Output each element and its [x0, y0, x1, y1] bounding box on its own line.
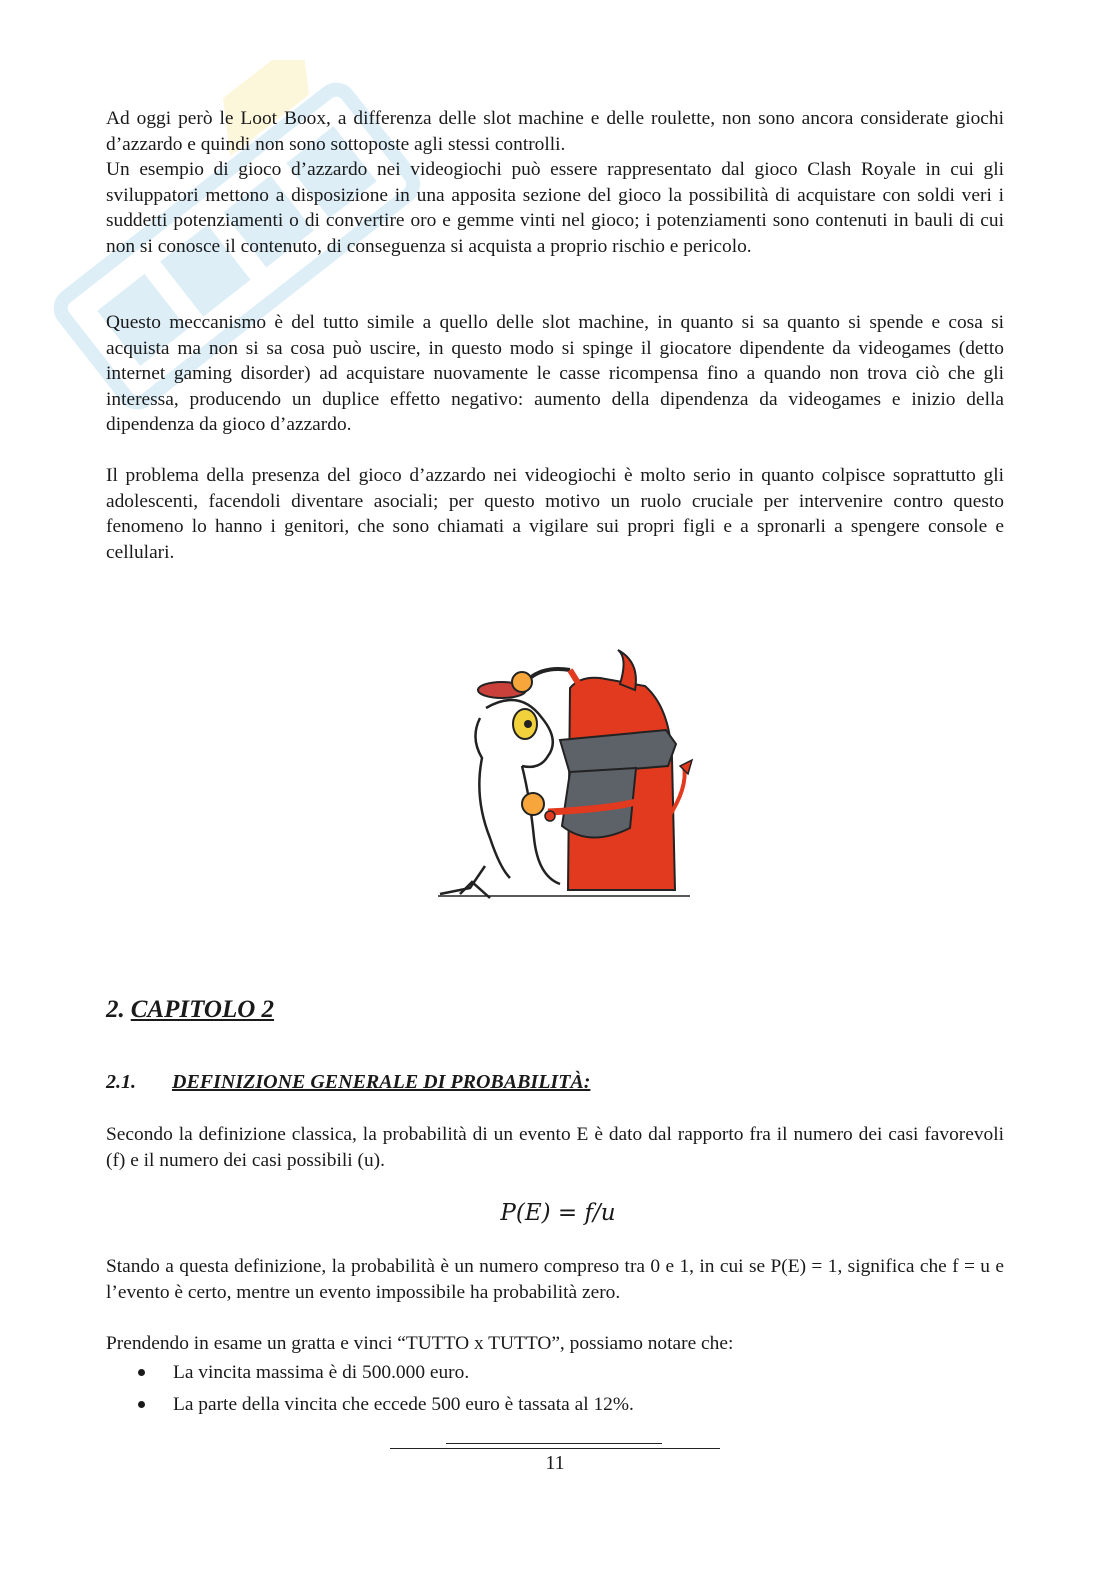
paragraph-loot-box	[106, 106, 1004, 260]
chapter-heading	[106, 996, 274, 1024]
bullet-list	[136, 1357, 634, 1421]
section-heading	[106, 1071, 806, 1094]
list-item-text: La vincita massima è di 500.000 euro.	[173, 1362, 470, 1383]
chapter-number: 2.	[106, 996, 125, 1023]
paragraph-mechanism	[106, 310, 1004, 438]
section-number: 2.1.	[106, 1071, 136, 1093]
paragraph-range	[106, 1254, 1004, 1305]
section-title: DEFINIZIONE GENERALE DI PROBABILITÀ:	[172, 1071, 591, 1093]
paragraph-text: Secondo la definizione classica, la probabilità di un evento E è dato dal rapporto fra il numero dei casi favorevoli (f) e il numero dei casi possibili (u).	[106, 1124, 1004, 1171]
list-item-text: La parte della vincita che eccede 500 euro è tassata al 12%.	[173, 1394, 634, 1415]
paragraph-text: Questo meccanismo è del tutto simile a quello delle slot machine, in quanto si sa quanto si spende e cosa si acquista ma non si sa cosa può uscire, in questo modo si spinge il giocatore dipendente da videogames (detto internet gaming disorder) ad acquistare nuovamente le casse ricompensa fino a quando non trova ciò che gli interessa, producendo un duplice effetto negativo: aumento della dipendenza da videogames e inizio della dipendenza da gioco d’azzardo.	[106, 312, 1004, 436]
footer-rule	[390, 1448, 720, 1449]
bullet-icon	[138, 1401, 145, 1408]
devil-slot-machine-illustration	[430, 648, 700, 908]
paragraph-text: Stando a questa definizione, la probabilità è un numero compreso tra 0 e 1, in cui se P(E) = 1, significa che f = u e l’evento è certo, mentre un evento impossibile ha probabilità zero.	[106, 1256, 1004, 1303]
chapter-title: CAPITOLO 2	[130, 996, 275, 1023]
paragraph-definition	[106, 1122, 1004, 1173]
list-item	[136, 1389, 634, 1421]
paragraph-scratch-card	[106, 1331, 1004, 1357]
list-item	[136, 1357, 634, 1389]
bullet-icon	[138, 1369, 145, 1376]
paragraph-text: Prendendo in esame un gratta e vinci “TUTTO x TUTTO”, possiamo notare che:	[106, 1333, 734, 1354]
probability-formula: P(E) = f/u	[500, 1200, 616, 1226]
paragraph-text: Ad oggi però le Loot Boox, a differenza delle slot machine e delle roulette, non sono ancora considerate giochi d’azzardo e quindi non sono sottoposte agli stessi controlli.	[106, 108, 1004, 155]
paragraph-text: Il problema della presenza del gioco d’azzardo nei videogiochi è molto serio in quanto colpisce soprattutto gli adolescenti, facendoli diventare asociali; per questo motivo un ruolo cruciale per intervenire contro questo fenomeno lo hanno i genitori, che sono chiamati a vigilare sui propri figli e a spronarli a spengere console e cellulari.	[106, 465, 1004, 563]
page-number: 11	[545, 1452, 565, 1474]
paragraph-text: Un esempio di gioco d’azzardo nei videogiochi può essere rappresentato dal gioco Clash Royale in cui gli sviluppatori mettono a disposizione in una apposita sezione del gioco la possibilità di acquistare con soldi veri i suddetti potenziamenti o di convertire oro e gemme vinti nel gioco; i potenziamenti sono contenuti in bauli di cui non si conosce il contenuto, di conseguenza si acquista a proprio rischio e pericolo.	[106, 159, 1004, 257]
paragraph-problem	[106, 463, 1004, 565]
footer-rule	[446, 1443, 662, 1444]
